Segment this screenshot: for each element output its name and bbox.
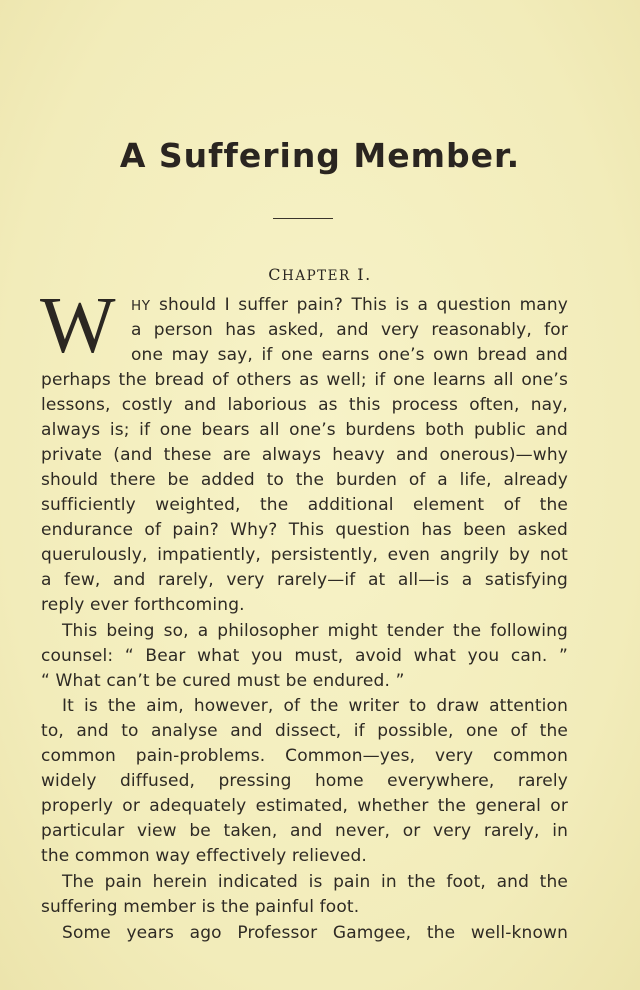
text-line-2: a person has asked, and very reasonably, for <box>131 320 568 340</box>
text-line-11: querulously, impatiently, persistently, even angrily by not <box>41 545 568 565</box>
text-line-12: a few, and rarely, very rarely—if at all—is a satisfying <box>41 570 568 590</box>
text-line-23: the common way effectively relieved. <box>41 846 367 866</box>
first-line-rest: should I suffer pain? This is a question many <box>150 295 568 315</box>
text-line-6: always is; if one bears all one’s burdens both public and <box>41 420 568 440</box>
text-line-4: perhaps the bread of others as well; if one learns all one’s <box>41 370 568 390</box>
chapter-word-rest: HAPTER <box>282 268 351 284</box>
text-line-16: “ What can’t be cured must be endured. ” <box>41 671 405 691</box>
page-title: A Suffering Member. <box>119 136 521 175</box>
text-line-26: Some years ago Professor Gamgee, the well-known <box>62 923 568 943</box>
text-line-25: suffering member is the painful foot. <box>41 897 360 917</box>
text-line-22: particular view be taken, and never, or very rarely, in <box>41 821 568 841</box>
text-line-18: to, and to analyse and dissect, if possible, one of the <box>41 721 568 741</box>
text-line-10: endurance of pain? Why? This question has been asked <box>41 520 568 540</box>
text-line-7: private (and these are always heavy and onerous)—why <box>41 445 568 465</box>
text-line-15: counsel: “ Bear what you must, avoid what you can. ” <box>41 646 568 666</box>
text-line-19: common pain-problems. Common—yes, very common <box>41 746 568 766</box>
text-line-14: This being so, a philosopher might tender the following <box>62 621 568 641</box>
title-divider <box>273 218 333 219</box>
text-line-1 <box>131 293 568 318</box>
text-line-13: reply ever forthcoming. <box>41 595 245 615</box>
text-line-20: widely diffused, pressing home everywhere, rarely <box>41 771 568 791</box>
first-word-smallcaps: HY <box>131 298 151 314</box>
chapter-initial: C <box>268 265 283 284</box>
text-line-8: should there be added to the burden of a life, already <box>41 470 568 490</box>
drop-cap: W <box>40 282 116 370</box>
text-line-24: The pain herein indicated is pain in the foot, and the <box>62 872 568 892</box>
text-line-21: properly or adequately estimated, whether the general or <box>41 796 568 816</box>
text-line-5: lessons, costly and laborious as this process often, nay, <box>41 395 568 415</box>
text-line-9: sufficiently weighted, the additional element of the <box>41 495 568 515</box>
chapter-number: I. <box>357 265 372 284</box>
text-line-17: It is the aim, however, of the writer to draw attention <box>62 696 568 716</box>
text-line-3: one may say, if one earns one’s own bread and <box>131 345 568 365</box>
